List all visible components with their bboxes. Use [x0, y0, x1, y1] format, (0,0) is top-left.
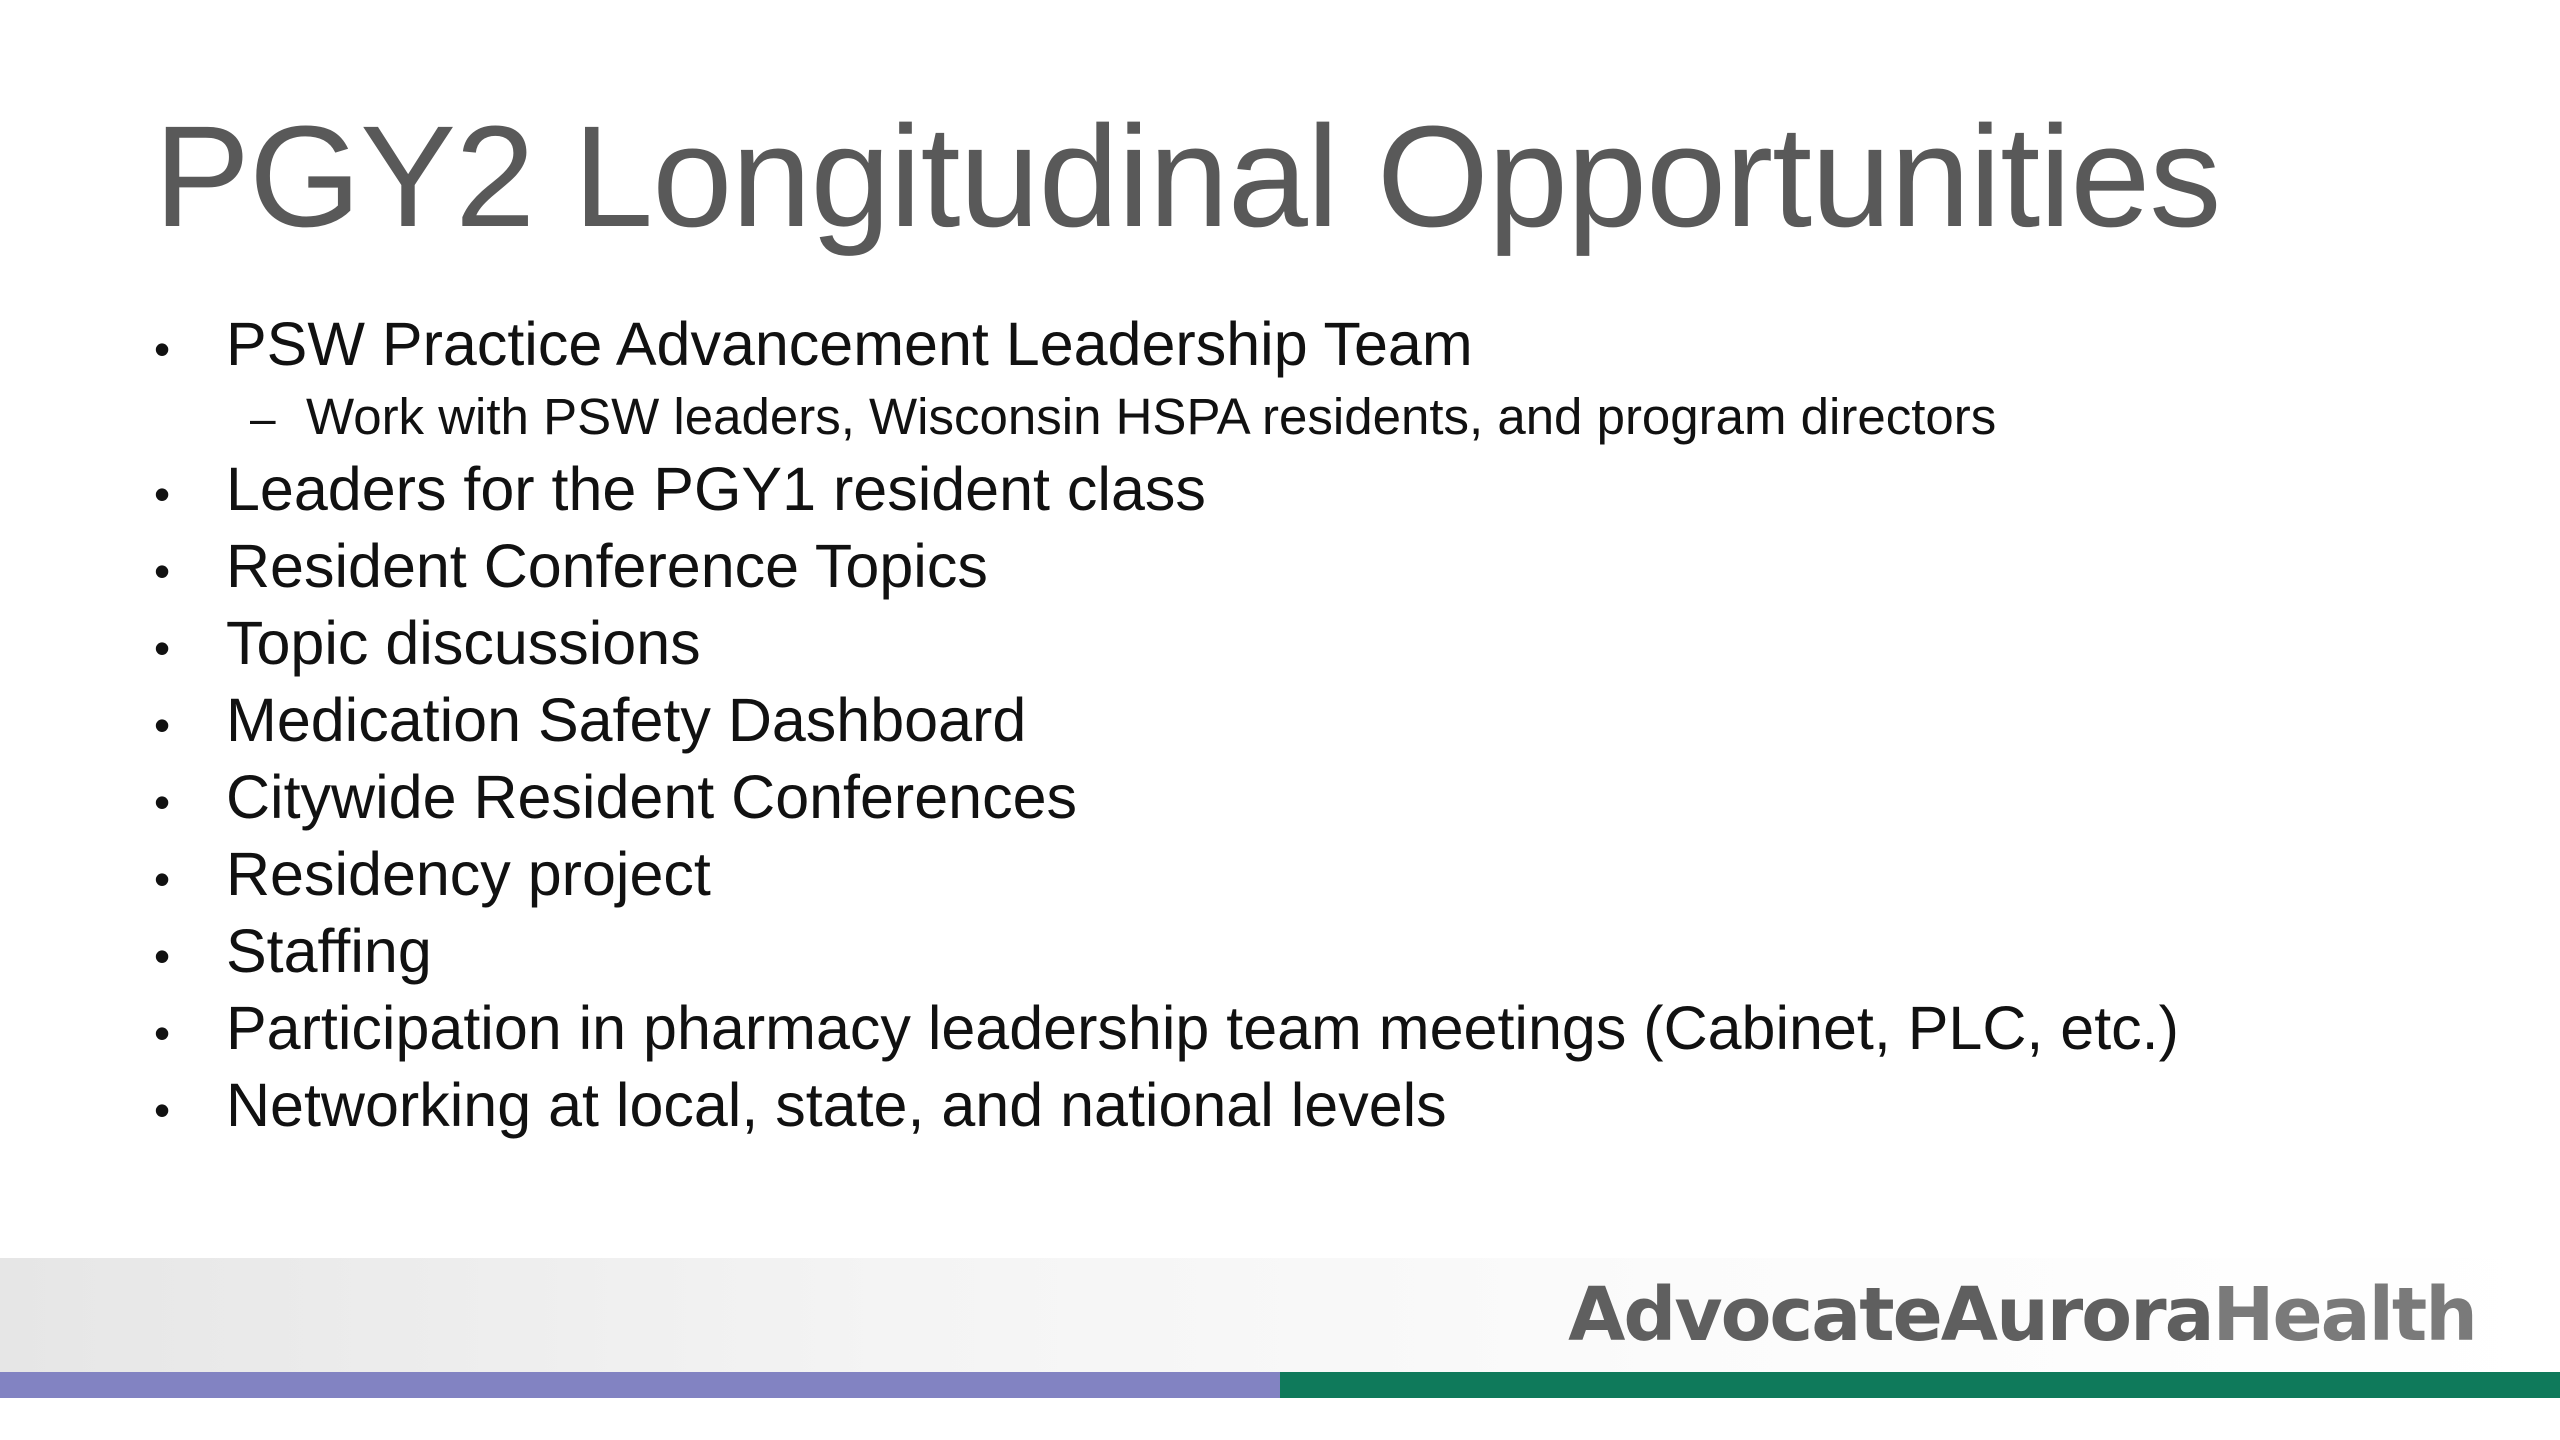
- bullet-text: Leaders for the PGY1 resident class: [226, 455, 1206, 523]
- bullet-text: Participation in pharmacy leadership team meetings (Cabinet, PLC, etc.): [226, 994, 2179, 1062]
- bullet-marker: •: [154, 468, 171, 520]
- bullet-marker: •: [154, 1084, 171, 1136]
- bullet-text: PSW Practice Advancement Leadership Team: [226, 310, 1473, 378]
- advocate-aurora-health-logo: [1568, 1270, 2476, 1360]
- bullet-marker: •: [154, 776, 171, 828]
- bullet-item: [154, 451, 2454, 528]
- bullet-text: Medication Safety Dashboard: [226, 686, 1027, 754]
- bullet-marker: •: [154, 323, 171, 375]
- footer-accent-bar-purple: [0, 1372, 1280, 1398]
- sub-bullet-marker: –: [250, 392, 276, 444]
- bullet-text: Citywide Resident Conferences: [226, 763, 1078, 831]
- bullet-item: [154, 1067, 2454, 1144]
- slide-title: PGY2 Longitudinal Opportunities: [154, 96, 2221, 257]
- bullet-item: [154, 528, 2454, 605]
- logo-text-health: Health: [2212, 1272, 2476, 1358]
- bullet-text: Residency project: [226, 840, 711, 908]
- bullet-text: Networking at local, state, and national levels: [226, 1071, 1447, 1139]
- bullet-marker: •: [154, 1007, 171, 1059]
- bullet-item: [154, 990, 2454, 1067]
- bullet-marker: •: [154, 622, 171, 674]
- sub-bullet-text: Work with PSW leaders, Wisconsin HSPA residents, and program directors: [306, 388, 1997, 445]
- bullet-item: [154, 605, 2454, 682]
- footer-accent-bar-green: [1280, 1372, 2560, 1398]
- bullet-marker: •: [154, 699, 171, 751]
- bullet-text: Staffing: [226, 917, 432, 985]
- bullet-item: [154, 913, 2454, 990]
- bullet-item: [154, 682, 2454, 759]
- logo-text-aurora: Aurora: [1940, 1272, 2213, 1358]
- bullet-text: Resident Conference Topics: [226, 532, 988, 600]
- bullet-marker: •: [154, 545, 171, 597]
- bullet-item: [154, 306, 2454, 383]
- bullet-marker: •: [154, 853, 171, 905]
- bullet-text: Topic discussions: [226, 609, 701, 677]
- logo-text-advocate: Advocate: [1568, 1272, 1941, 1358]
- bullet-marker: •: [154, 930, 171, 982]
- bullet-item: [154, 759, 2454, 836]
- bullet-item: [154, 836, 2454, 913]
- sub-bullet-item: [154, 383, 2454, 451]
- bullet-list: [154, 306, 2454, 1144]
